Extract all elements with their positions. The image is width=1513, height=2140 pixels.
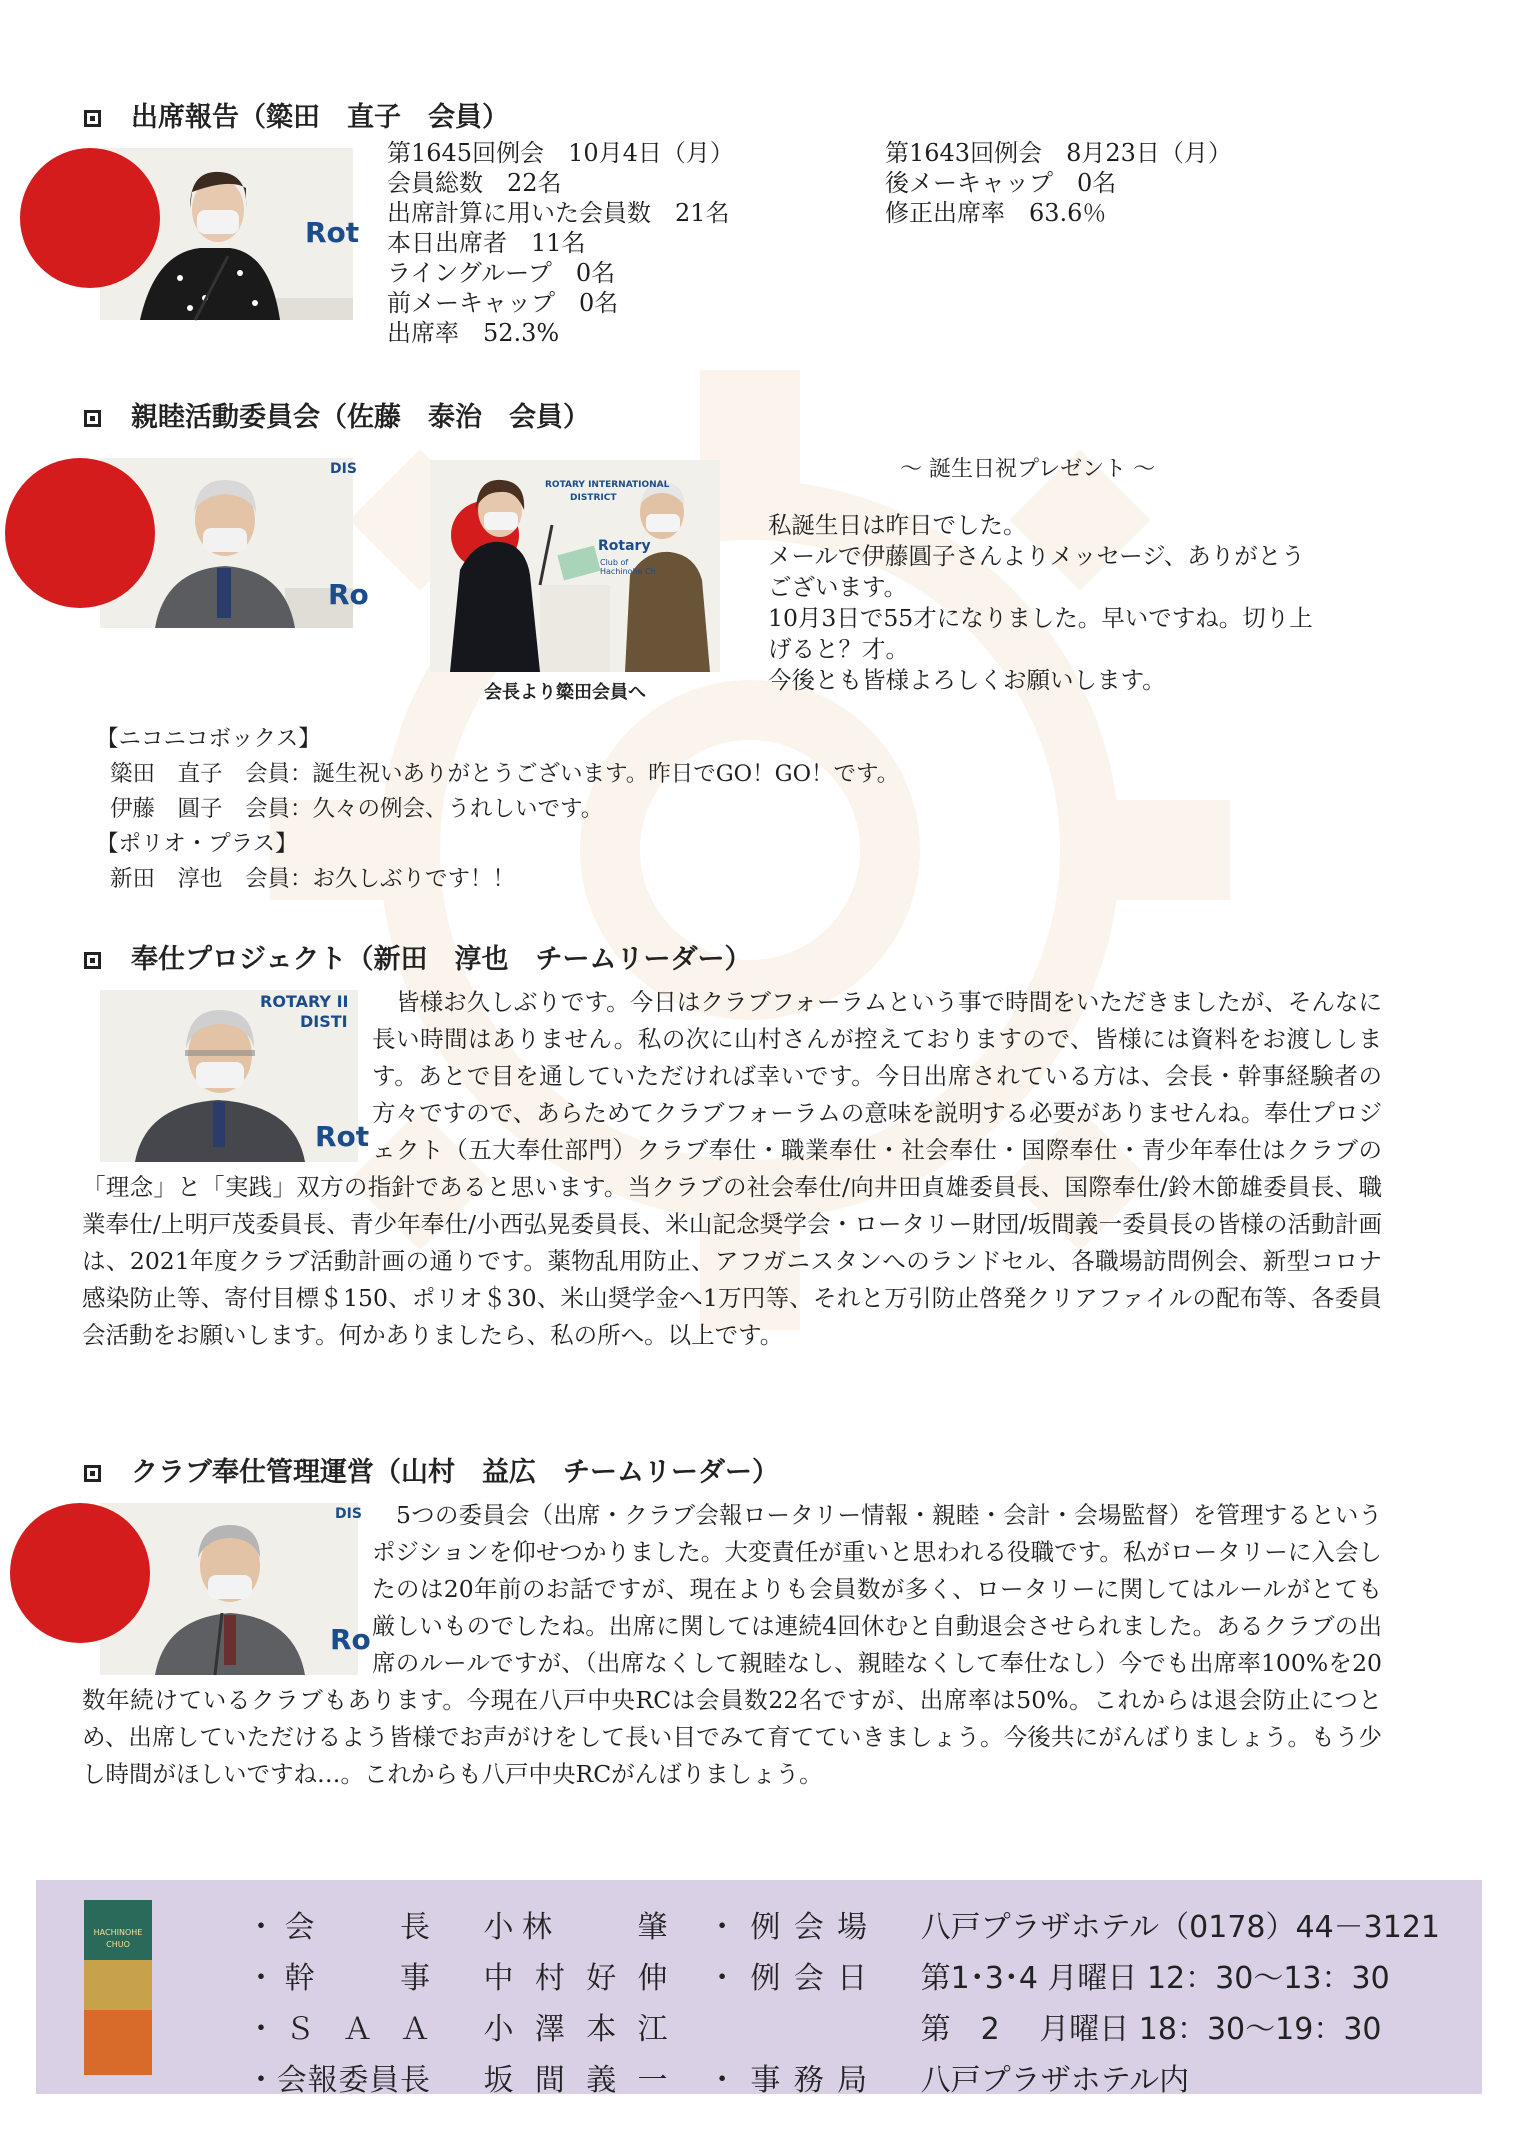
niconico-entry: 簗田 直子 会員：誕生祝いありがとうございます。昨日でGO！GO！です。 xyxy=(110,761,900,787)
photo-sign-text: ROTARY INTERNATIONAL xyxy=(545,480,670,490)
club-text: 5つの委員会（出席・クラブ会報ロータリー情報・親睦・会計・会場監督）を管理するというポジションを仰せつかりました。大変責任が重いと思われる役職です。私がロータリーに入会したのは20年前のお話ですが、現在よりも会員数が多く、ロータリーに関してはルールがとても厳しいものでしたね。出席に関しては連続4回休むと自動退会させられました。あるクラブの出席のルールですが、（出席なくして親睦なし、親睦なくして奉仕なし）今でも出席率100%を20数年続けているクラブもあります。今現在八戸中央RCは会員数22名ですが、出席率は50%。これからは退会防止につとめ、出席していただけるよう皆様でお声がけをして長い目でみて育てていきましょう。今後共にがんばりましょう。もう少し時間がほしいですね…。これからも八戸中央RCがんばりましょう。 xyxy=(82,1501,1382,1788)
message-line: 今後とも皆様よろしくお願いします。 xyxy=(768,666,1166,694)
birthday-present-photo xyxy=(430,460,720,672)
footer-value: 第1･3･4 月曜日 12：30～13：30 xyxy=(920,1961,1390,1996)
message-line: 私誕生日は昨日でした。 xyxy=(768,511,1027,539)
photo-sign-text: Ro xyxy=(328,578,369,611)
footer-value: 八戸プラザホテル（0178）44－3121 xyxy=(920,1910,1441,1945)
attendance-line: 出席率 52.3% xyxy=(387,319,560,347)
footer-key: ・会 長 xyxy=(246,1910,430,1945)
message-line: ございます。 xyxy=(768,573,908,601)
birthday-message xyxy=(768,510,1313,696)
banner-text: CHUO xyxy=(106,1940,130,1949)
footer-value: 中村好伸 xyxy=(483,1961,668,1996)
footer-key: ・Ｓ Ａ Ａ xyxy=(246,2012,430,2047)
niconico-box xyxy=(96,722,899,897)
attendance-line: 第1643回例会 8月23日（月） xyxy=(885,139,1232,167)
present-title: 〜 誕生日祝プレゼント 〜 xyxy=(900,457,1156,482)
footer-row xyxy=(246,2004,1382,2048)
attendance-col2 xyxy=(885,138,1232,228)
attendance-line: 後メーキャップ 0名 xyxy=(885,169,1117,197)
message-line: メールで伊藤圓子さんよりメッセージ、ありがとう xyxy=(768,542,1305,570)
niconico-entry: 伊藤 圓子 会員：久々の例会、うれしいです。 xyxy=(110,796,604,822)
square-bullet-icon xyxy=(84,410,101,427)
attendance-line: 会員総数 22名 xyxy=(387,169,562,197)
photo-sign-text: Ro xyxy=(330,1623,371,1656)
square-bullet-icon xyxy=(84,110,101,127)
message-line: げると？才。 xyxy=(768,635,909,663)
attendance-line: 出席計算に用いた会員数 21名 xyxy=(387,199,730,227)
niconico-title: 【ニコニコボックス】 xyxy=(96,726,321,752)
attendance-line: 本日出席者 11名 xyxy=(387,229,586,257)
footer-value: 小澤本江 xyxy=(483,2012,668,2047)
footer-row xyxy=(246,2055,1189,2099)
social-photo xyxy=(100,458,369,628)
photo-sign-text: Rot xyxy=(315,1120,370,1153)
footer-value: 八戸プラザホテル内 xyxy=(920,2063,1190,2098)
footer-key: ・会報委員長 xyxy=(246,2063,430,2098)
attendance-line: 第1645回例会 10月4日（月） xyxy=(387,139,734,167)
photo-sign-text: ROTARY II xyxy=(260,992,349,1011)
photo-caption: 会長より簗田会員へ xyxy=(484,682,646,703)
footer-value: 小林 肇 xyxy=(483,1910,668,1945)
footer-key: ・事務局 xyxy=(707,2063,868,2098)
photo-sign-text: Rot xyxy=(305,216,360,249)
attendance-col1 xyxy=(387,138,734,348)
banner-text: HACHINOHE xyxy=(93,1928,143,1937)
square-bullet-icon xyxy=(84,952,101,969)
footer-row xyxy=(246,1902,1440,1946)
attendance-line: 前メーキャップ 0名 xyxy=(387,289,619,317)
footer-key: ・幹 事 xyxy=(246,1961,430,1996)
square-bullet-icon xyxy=(84,1465,101,1482)
footer-value: 坂間義一 xyxy=(483,2063,668,2098)
footer-key: ・例会日 xyxy=(707,1961,868,1996)
footer-row xyxy=(246,1953,1390,1997)
attendance-line: ライングループ 0名 xyxy=(387,259,616,287)
footer-key: ・例会場 xyxy=(707,1910,868,1945)
footer-value: 第 2 月曜日 18：30～19：30 xyxy=(920,2012,1382,2047)
section-heading-attendance: 出席報告（簗田 直子 会員） xyxy=(84,95,509,134)
attendance-photo xyxy=(100,148,360,320)
photo-sign-text: Rotary xyxy=(598,538,651,554)
service-text: 皆様お久しぶりです。今日はクラブフォーラムという事で時間をいただきましたが、そんなに長い時間はありません。私の次に山村さんが控えておりますので、皆様には資料をお渡しします。あとで目を通していただければ幸いです。今日出席されている方は、会長・幹事経験者の方々ですので、あらためてクラブフォーラムの意味を説明する必要がありませんね。奉仕プロジェクト（五大奉仕部門）クラブ奉仕・職業奉仕・社会奉仕・国際奉仕・青少年奉仕はクラブの「理念」と「実践」双方の指針であると思います。当クラブの社会奉仕/向井田貞雄委員長、国際奉仕/鈴木節雄委員長、職業奉仕/上明戸茂委員長、青少年奉仕/小西弘晃委員長、米山記念奨学会・ロータリー財団/坂間義一委員長の皆様の活動計画は、2021年度クラブ活動計画の通りです。薬物乱用防止、アフガニスタンへのランドセル、各職場訪問例会、新型コロナ感染防止等、寄付目標＄150、ポリオ＄30、米山奨学金へ1万円等、それと万引防止啓発クリアファイルの配布等、各委員会活動をお願いします。何かありましたら、私の所へ。以上です。 xyxy=(82,988,1382,1349)
section-heading-service: 奉仕プロジェクト（新田 淳也 チームリーダー） xyxy=(84,937,751,976)
club-banner-icon xyxy=(84,1900,152,2075)
photo-sign-text: DISTI xyxy=(300,1012,348,1031)
photo-sign-text: DIS xyxy=(335,1506,362,1522)
photo-sign-text: DIS xyxy=(330,461,357,477)
footer-info-panel xyxy=(36,1880,1482,2098)
photo-sign-text: Club of Hachinohe Ch xyxy=(600,558,656,576)
polio-title: 【ポリオ・プラス】 xyxy=(96,831,298,857)
message-line: 10月3日で55才になりました。早いですね。切り上 xyxy=(768,604,1313,632)
photo-sign-text: DISTRICT xyxy=(570,493,617,503)
section-heading-social: 親睦活動委員会（佐藤 泰治 会員） xyxy=(84,395,590,434)
attendance-line: 修正出席率 63.6％ xyxy=(885,199,1107,227)
section-heading-club: クラブ奉仕管理運営（山村 益広 チームリーダー） xyxy=(84,1450,779,1489)
polio-entry: 新田 淳也 会員：お久しぶりです！！ xyxy=(110,866,516,892)
